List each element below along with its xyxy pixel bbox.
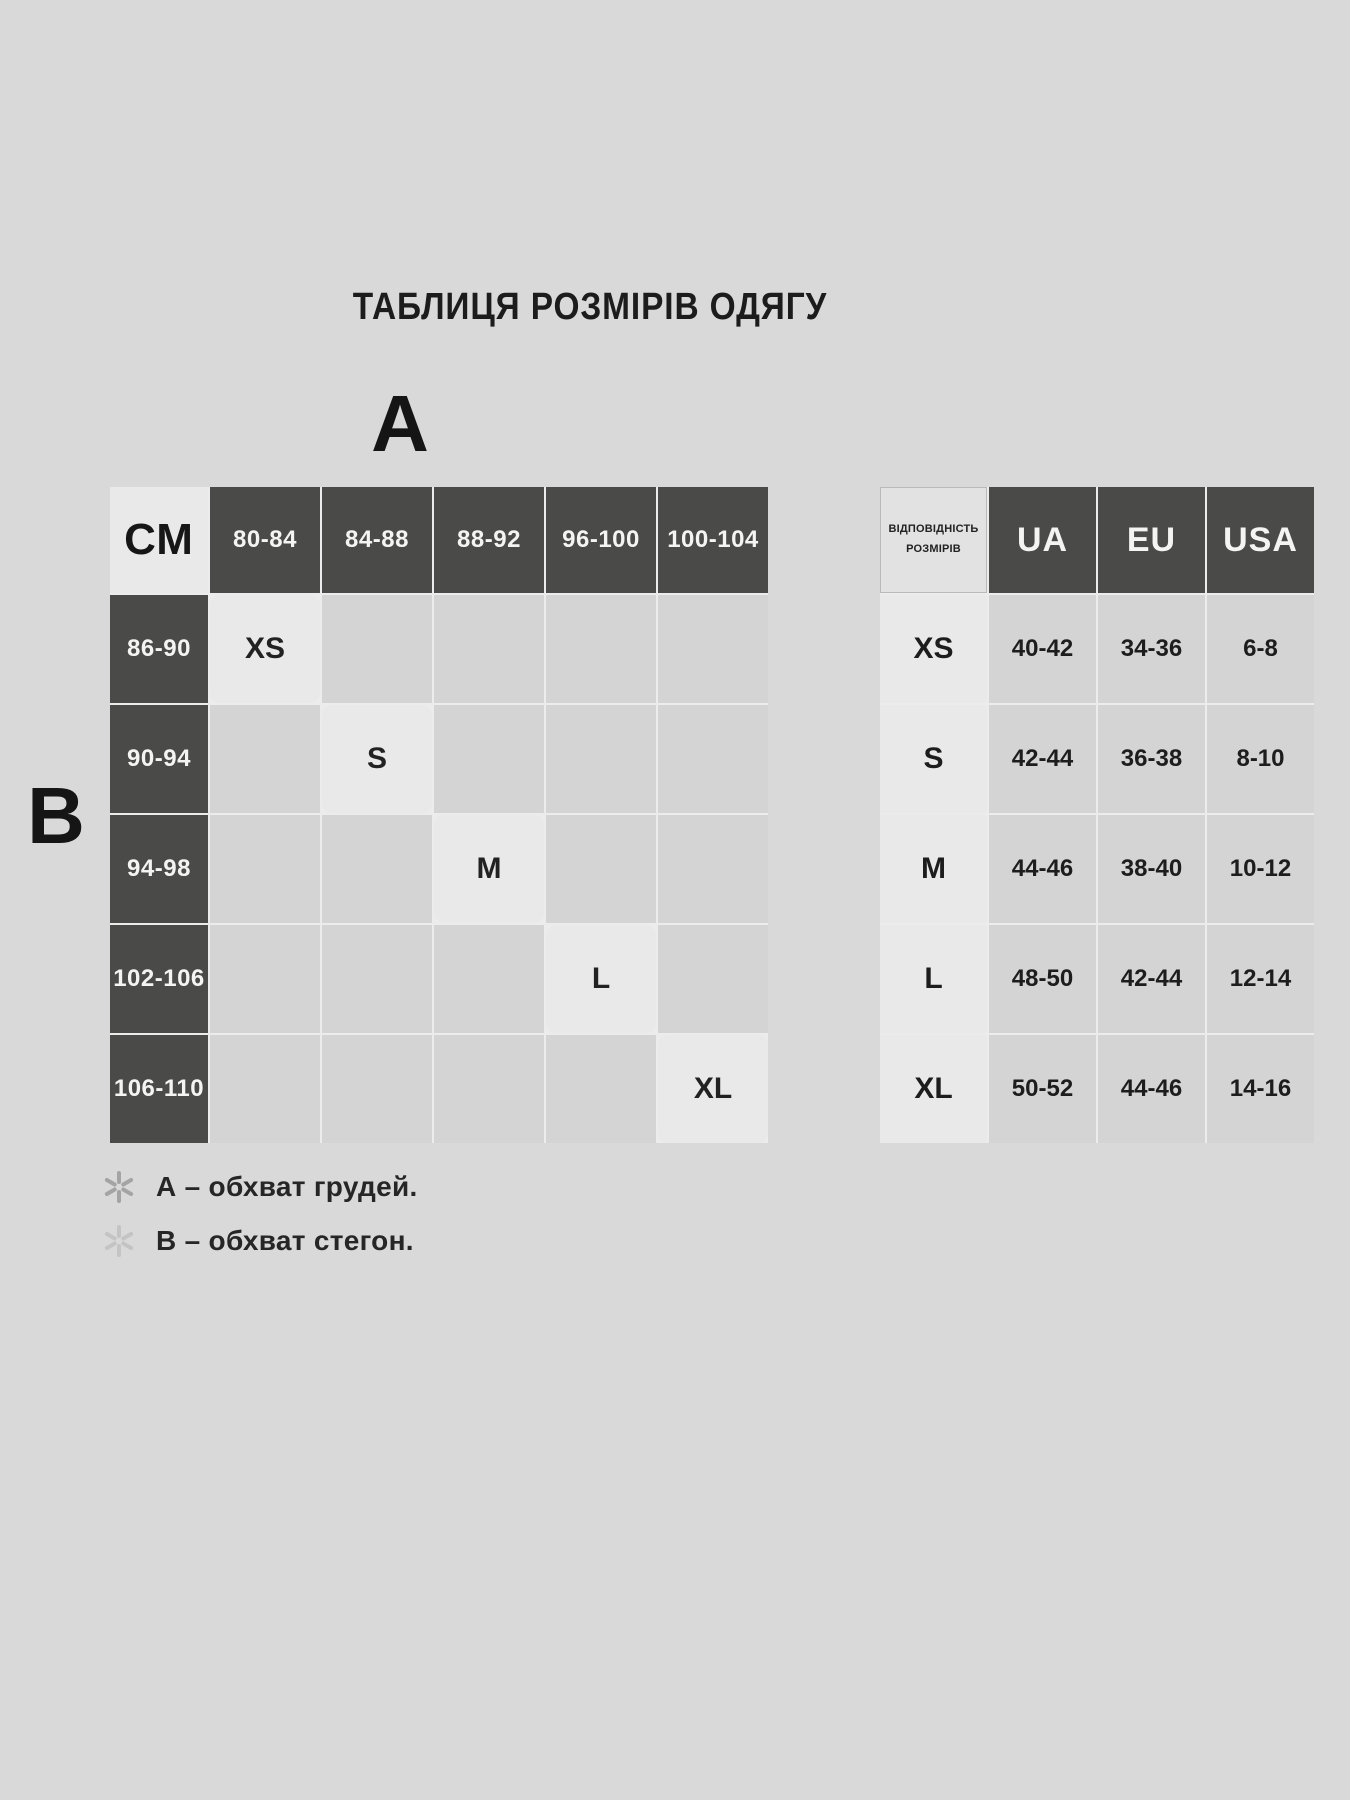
asterisk-icon xyxy=(102,1170,136,1204)
empty-cell xyxy=(434,1035,544,1143)
empty-cell xyxy=(546,705,656,813)
size-label-s: S xyxy=(880,705,987,813)
empty-cell xyxy=(210,815,320,923)
asterisk-icon xyxy=(102,1224,136,1258)
empty-cell xyxy=(210,705,320,813)
legend-item-b xyxy=(102,1214,418,1268)
size-label-xs: XS xyxy=(880,595,987,703)
size-cell-s: S xyxy=(322,705,432,813)
chest-range-header: 80-84 xyxy=(210,487,320,593)
empty-cell xyxy=(434,925,544,1033)
chest-range-header: 88-92 xyxy=(434,487,544,593)
size-cell-xs: XS xyxy=(210,595,320,703)
empty-cell xyxy=(658,925,768,1033)
empty-cell xyxy=(322,1035,432,1143)
usa-value: 10-12 xyxy=(1207,815,1314,923)
eu-value: 38-40 xyxy=(1098,815,1205,923)
usa-value: 8-10 xyxy=(1207,705,1314,813)
size-label-m: M xyxy=(880,815,987,923)
ua-value: 44-46 xyxy=(989,815,1096,923)
ua-value: 42-44 xyxy=(989,705,1096,813)
empty-cell xyxy=(434,705,544,813)
empty-cell xyxy=(434,595,544,703)
empty-cell xyxy=(322,815,432,923)
eu-value: 44-46 xyxy=(1098,1035,1205,1143)
empty-cell xyxy=(658,705,768,813)
hip-range-header: 90-94 xyxy=(110,705,208,813)
size-label-xl: XL xyxy=(880,1035,987,1143)
ua-value: 40-42 xyxy=(989,595,1096,703)
usa-value: 6-8 xyxy=(1207,595,1314,703)
size-conversion-table xyxy=(880,487,1314,1143)
axis-a-label: А xyxy=(371,379,429,468)
size-cell-xl: XL xyxy=(658,1035,768,1143)
empty-cell xyxy=(546,1035,656,1143)
hip-range-header: 94-98 xyxy=(110,815,208,923)
region-header-eu: EU xyxy=(1098,487,1205,593)
chest-range-header: 100-104 xyxy=(658,487,768,593)
hip-range-header: 102-106 xyxy=(110,925,208,1033)
ua-value: 50-52 xyxy=(989,1035,1096,1143)
hip-range-header: 86-90 xyxy=(110,595,208,703)
chest-range-header: 84-88 xyxy=(322,487,432,593)
page-title: ТАБЛИЦЯ РОЗМІРІВ ОДЯГУ xyxy=(352,286,828,328)
size-cell-m: M xyxy=(434,815,544,923)
region-header-usa: USA xyxy=(1207,487,1314,593)
eu-value: 42-44 xyxy=(1098,925,1205,1033)
usa-value: 14-16 xyxy=(1207,1035,1314,1143)
eu-value: 36-38 xyxy=(1098,705,1205,813)
empty-cell xyxy=(210,1035,320,1143)
legend xyxy=(102,1160,418,1268)
empty-cell xyxy=(546,595,656,703)
chest-range-header: 96-100 xyxy=(546,487,656,593)
hip-range-header: 106-110 xyxy=(110,1035,208,1143)
empty-cell xyxy=(210,925,320,1033)
axis-b-label: В xyxy=(27,771,85,860)
empty-cell xyxy=(658,595,768,703)
size-cell-l: L xyxy=(546,925,656,1033)
size-matrix-table xyxy=(110,487,768,1143)
ua-value: 48-50 xyxy=(989,925,1096,1033)
legend-text-b: В – обхват стегон. xyxy=(156,1225,414,1256)
empty-cell xyxy=(658,815,768,923)
cm-unit-header: СМ xyxy=(110,487,208,593)
region-header-ua: UA xyxy=(989,487,1096,593)
usa-value: 12-14 xyxy=(1207,925,1314,1033)
conversion-header: ВІДПОВІДНІСТЬ РОЗМІРІВ xyxy=(880,487,987,593)
empty-cell xyxy=(546,815,656,923)
legend-text-a: А – обхват грудей. xyxy=(156,1171,418,1202)
empty-cell xyxy=(322,595,432,703)
size-label-l: L xyxy=(880,925,987,1033)
empty-cell xyxy=(322,925,432,1033)
legend-item-a xyxy=(102,1160,418,1214)
eu-value: 34-36 xyxy=(1098,595,1205,703)
